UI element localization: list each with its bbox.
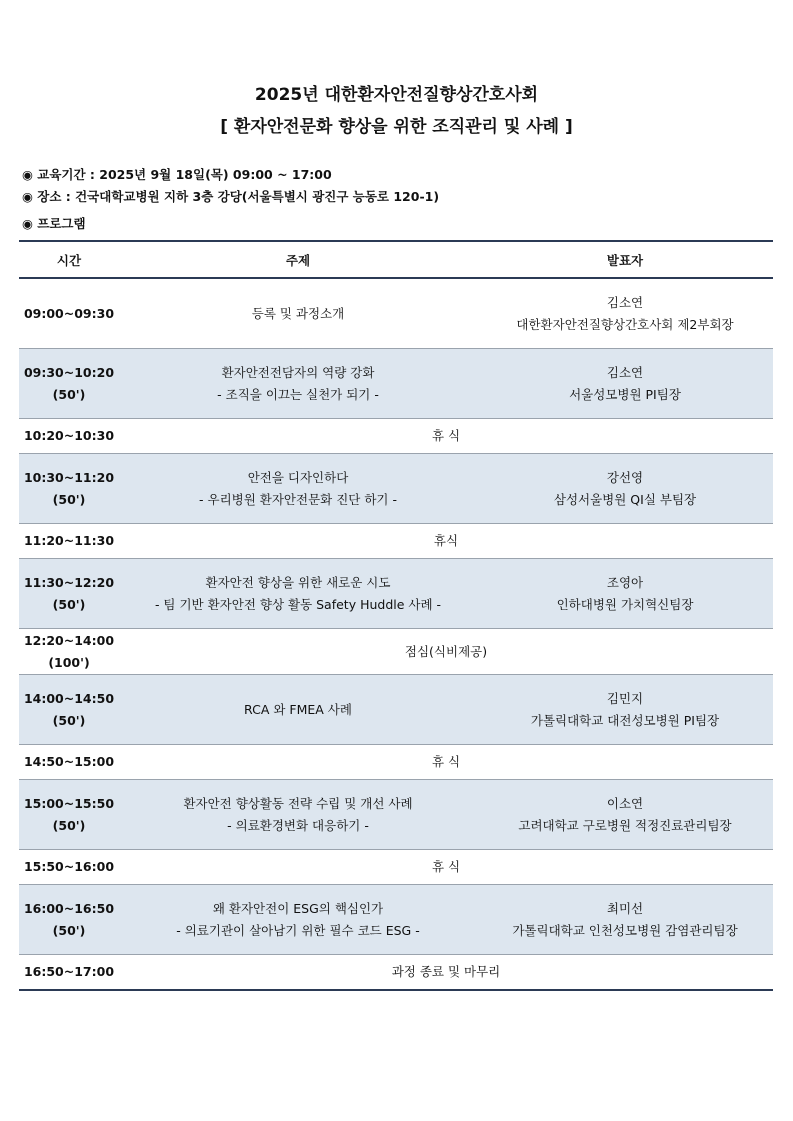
session-time: 15:00~15:50 (50'): [19, 780, 119, 850]
session-topic: 왜 환자안전이 ESG의 핵심인가 - 의료기관이 살아남기 위한 필수 코드 ESG -: [119, 885, 477, 955]
header-time: 시간: [19, 241, 119, 278]
break-label: 휴 식: [119, 745, 773, 780]
session-time: 12:20~14:00 (100'): [19, 629, 119, 675]
session-speaker: 강선영 삼성서울병원 QI실 부팀장: [477, 454, 773, 524]
table-row: [19, 629, 773, 675]
session-topic: 환자안전 향상을 위한 새로운 시도 - 팀 기반 환자안전 향상 활동 Safety Huddle 사례 -: [119, 559, 477, 629]
session-time: 11:30~12:20 (50'): [19, 559, 119, 629]
session-time: 14:00~14:50 (50'): [19, 675, 119, 745]
session-topic: 환자안전전담자의 역량 강화 - 조직을 이끄는 실천가 되기 -: [119, 349, 477, 419]
session-time: 10:20~10:30: [19, 419, 119, 454]
session-time: 16:00~16:50 (50'): [19, 885, 119, 955]
table-row: [19, 349, 773, 419]
session-time: 15:50~16:00: [19, 850, 119, 885]
table-row: [19, 780, 773, 850]
header-speaker: 발표자: [477, 241, 773, 278]
table-row: [19, 885, 773, 955]
table-row: [19, 524, 773, 559]
page-subtitle: [ 환자안전문화 향상을 위한 조직관리 및 사례 ]: [220, 117, 573, 137]
session-time: 10:30~11:20 (50'): [19, 454, 119, 524]
session-speaker: 이소연 고려대학교 구로병원 적정진료관리팀장: [477, 780, 773, 850]
break-label: 휴식: [119, 524, 773, 559]
info-location: ◉ 장소 : 건국대학교병원 지하 3층 강당(서울특별시 광진구 능동로 120-1): [22, 189, 440, 204]
page-title: 2025년 대한환자안전질향상간호사회: [254, 85, 539, 105]
table-row: [19, 745, 773, 780]
session-time: 09:00~09:30: [19, 278, 119, 349]
session-time: 09:30~10:20 (50'): [19, 349, 119, 419]
info-program: ◉ 프로그램: [22, 216, 86, 231]
info-period: ◉ 교육기간 : 2025년 9월 18일(목) 09:00 ~ 17:00: [22, 167, 332, 182]
session-topic: 안전을 디자인하다 - 우리병원 환자안전문화 진단 하기 -: [119, 454, 477, 524]
table-row: [19, 559, 773, 629]
table-row: [19, 278, 773, 349]
program-table: [19, 240, 773, 991]
header-topic: 주제: [119, 241, 477, 278]
session-topic: 환자안전 향상활동 전략 수립 및 개선 사례 - 의료환경변화 대응하기 -: [119, 780, 477, 850]
break-label: 점심(식비제공): [119, 629, 773, 675]
session-speaker: 김민지 가톨릭대학교 대전성모병원 PI팀장: [477, 675, 773, 745]
session-time: 16:50~17:00: [19, 955, 119, 991]
break-label: 휴 식: [119, 419, 773, 454]
session-time: 11:20~11:30: [19, 524, 119, 559]
session-topic: RCA 와 FMEA 사례: [119, 675, 477, 745]
session-speaker: 김소연 대한환자안전질향상간호사회 제2부회장: [477, 278, 773, 349]
session-speaker: 조영아 인하대병원 가치혁신팀장: [477, 559, 773, 629]
session-speaker: 김소연 서울성모병원 PI팀장: [477, 349, 773, 419]
session-time: 14:50~15:00: [19, 745, 119, 780]
table-header-row: [19, 241, 773, 278]
table-row: [19, 850, 773, 885]
table-row: [19, 454, 773, 524]
session-speaker: 최미선 가톨릭대학교 인천성모병원 감염관리팀장: [477, 885, 773, 955]
table-row: [19, 675, 773, 745]
break-label: 휴 식: [119, 850, 773, 885]
closing-label: 과정 종료 및 마무리: [119, 955, 773, 991]
session-topic: 등록 및 과정소개: [119, 278, 477, 349]
table-row: [19, 419, 773, 454]
table-row: [19, 955, 773, 991]
